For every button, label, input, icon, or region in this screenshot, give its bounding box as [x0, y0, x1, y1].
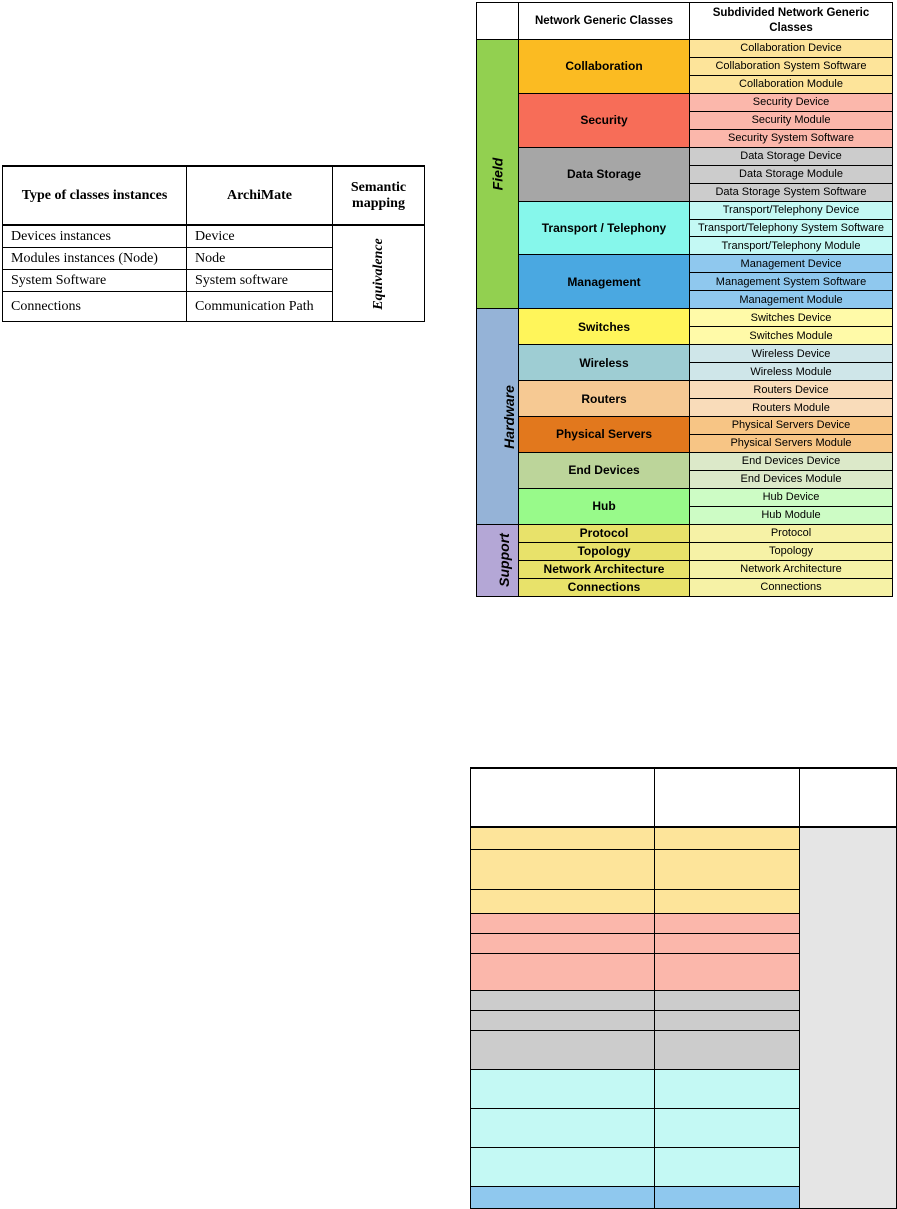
subdivided-class-cell: Security Device	[690, 93, 893, 111]
colored-cell	[471, 1010, 655, 1030]
generic-class-cell: Network Architecture	[519, 560, 690, 578]
subdivided-class-cell: Data Storage Device	[690, 147, 893, 165]
generic-class-cell: Data Storage	[519, 147, 690, 201]
section-label: Hardware	[500, 384, 517, 449]
subdivided-class-cell: Data Storage Module	[690, 165, 893, 183]
colored-cell	[471, 849, 655, 889]
header-cell	[471, 768, 655, 827]
subdivided-class-cell: Security System Software	[690, 129, 893, 147]
colored-cell	[471, 990, 655, 1010]
colored-cell	[655, 1010, 800, 1030]
subdivided-class-cell: Routers Module	[690, 399, 893, 417]
colored-cell	[655, 913, 800, 933]
header-network-generic-classes: Network Generic Classes	[519, 3, 690, 40]
subdivided-class-cell: End Devices Module	[690, 470, 893, 488]
colored-cell	[655, 1147, 800, 1186]
generic-class-cell: Switches	[519, 309, 690, 345]
table-row	[477, 542, 893, 560]
table-row	[477, 345, 893, 363]
merged-gray-cell	[800, 827, 897, 1208]
subdivided-class-cell: Routers Device	[690, 381, 893, 399]
table-row	[477, 488, 893, 506]
colored-cell	[655, 1186, 800, 1208]
subdivided-class-cell: Physical Servers Module	[690, 434, 893, 452]
subdivided-class-cell: Transport/Telephony System Software	[690, 219, 893, 237]
colored-cell	[655, 827, 800, 849]
table-row	[477, 578, 893, 596]
table-row	[477, 417, 893, 435]
colored-cell	[471, 1030, 655, 1069]
generic-class-cell: End Devices	[519, 452, 690, 488]
colored-cell	[655, 1069, 800, 1108]
generic-class-cell: Management	[519, 255, 690, 309]
equivalence-label: Equivalence	[370, 237, 386, 310]
colored-cell	[655, 1030, 800, 1069]
section-label: Support	[495, 533, 512, 588]
subdivided-class-cell: Hub Module	[690, 506, 893, 524]
subdivided-class-cell: Collaboration System Software	[690, 57, 893, 75]
subdivided-class-cell: Transport/Telephony Device	[690, 201, 893, 219]
subdivided-class-cell: Physical Servers Device	[690, 417, 893, 435]
generic-class-cell: Wireless	[519, 345, 690, 381]
colored-cell	[471, 1069, 655, 1108]
subdivided-class-cell: Protocol	[690, 524, 893, 542]
table-row	[477, 381, 893, 399]
subdivided-class-cell: Management Device	[690, 255, 893, 273]
colored-cell	[655, 849, 800, 889]
table-row	[477, 255, 893, 273]
table-header-row	[471, 768, 897, 827]
colored-cell	[655, 953, 800, 990]
subdivided-class-cell: Collaboration Device	[690, 40, 893, 58]
cell-class-type: Modules instances (Node)	[3, 248, 187, 270]
header-subdivided-classes: Subdivided Network Generic Classes	[690, 3, 893, 40]
table-row	[477, 147, 893, 165]
subdivided-class-cell: Collaboration Module	[690, 75, 893, 93]
generic-class-cell: Transport / Telephony	[519, 201, 690, 255]
header-blank	[477, 3, 519, 40]
cell-semantic-mapping	[333, 225, 425, 322]
section-label: Field	[489, 157, 506, 191]
header-archimate: ArchiMate	[187, 166, 333, 225]
subdivided-class-cell: Management System Software	[690, 273, 893, 291]
generic-class-cell: Physical Servers	[519, 417, 690, 453]
classes-table-header	[477, 3, 893, 40]
colored-cell	[471, 1147, 655, 1186]
colored-cell	[471, 953, 655, 990]
color-mapping-table	[470, 767, 897, 1209]
generic-class-cell: Hub	[519, 488, 690, 524]
subdivided-class-cell: Connections	[690, 578, 893, 596]
cell-archimate: System software	[187, 270, 333, 292]
subdivided-class-cell: Switches Module	[690, 327, 893, 345]
subdivided-class-cell: Management Module	[690, 291, 893, 309]
mapping-table-header	[3, 166, 425, 225]
subdivided-class-cell: Transport/Telephony Module	[690, 237, 893, 255]
subdivided-class-cell: Hub Device	[690, 488, 893, 506]
table-row	[477, 93, 893, 111]
generic-class-cell: Security	[519, 93, 690, 147]
cell-archimate: Node	[187, 248, 333, 270]
header-type-of-classes: Type of classes instances	[3, 166, 187, 225]
header-cell	[655, 768, 800, 827]
cell-archimate: Device	[187, 225, 333, 248]
generic-class-cell: Protocol	[519, 524, 690, 542]
header-semantic-mapping: Semantic mapping	[333, 166, 425, 225]
table-row	[3, 225, 425, 248]
generic-class-cell: Routers	[519, 381, 690, 417]
subdivided-class-cell: Security Module	[690, 111, 893, 129]
cell-class-type: System Software	[3, 270, 187, 292]
colored-cell	[655, 990, 800, 1010]
colored-cell	[471, 889, 655, 913]
subdivided-class-cell: Network Architecture	[690, 560, 893, 578]
subdivided-class-cell: Data Storage System Software	[690, 183, 893, 201]
colored-cell	[655, 933, 800, 953]
mapping-table	[2, 165, 425, 322]
subdivided-class-cell: End Devices Device	[690, 452, 893, 470]
table-row	[471, 827, 897, 849]
subdivided-class-cell: Wireless Module	[690, 363, 893, 381]
table-row	[477, 201, 893, 219]
header-cell	[800, 768, 897, 827]
table-row	[477, 309, 893, 327]
table-row	[477, 560, 893, 578]
subdivided-class-cell: Topology	[690, 542, 893, 560]
network-classes-table	[476, 2, 893, 597]
generic-class-cell: Collaboration	[519, 40, 690, 94]
subdivided-class-cell: Wireless Device	[690, 345, 893, 363]
colored-cell	[471, 1108, 655, 1147]
colored-cell	[471, 827, 655, 849]
cell-class-type: Connections	[3, 292, 187, 322]
section-cell-hardware	[477, 309, 519, 524]
table-row	[477, 524, 893, 542]
colored-cell	[471, 1186, 655, 1208]
colored-cell	[655, 1108, 800, 1147]
colored-cell	[471, 913, 655, 933]
colored-cell	[655, 889, 800, 913]
colored-cell	[471, 933, 655, 953]
cell-class-type: Devices instances	[3, 225, 187, 248]
table-row	[477, 452, 893, 470]
cell-archimate: Communication Path	[187, 292, 333, 322]
subdivided-class-cell: Switches Device	[690, 309, 893, 327]
section-cell-field	[477, 40, 519, 309]
section-cell-support	[477, 524, 519, 596]
table-row	[477, 40, 893, 58]
generic-class-cell: Connections	[519, 578, 690, 596]
generic-class-cell: Topology	[519, 542, 690, 560]
network-classes-figure	[476, 2, 892, 597]
